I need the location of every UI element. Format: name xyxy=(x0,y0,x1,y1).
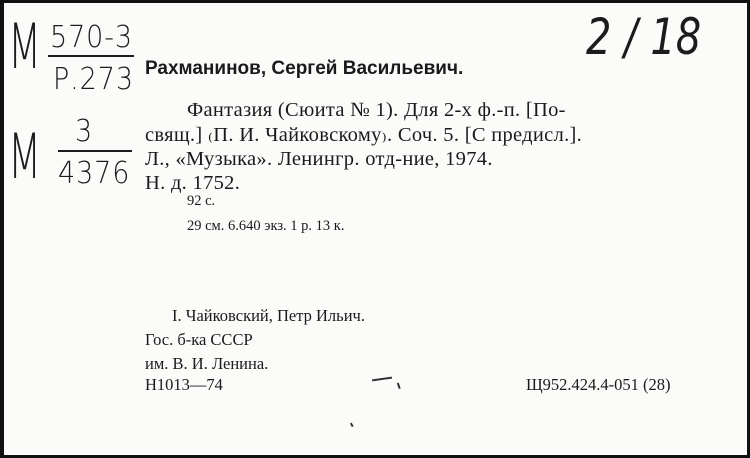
description-line-2: свящ.] ₍П. И. Чайковскому₎. Соч. 5. [С предисл.]. xyxy=(145,124,583,146)
shelf-mark-2-top: 3 xyxy=(75,114,94,149)
shelf-mark-1-top: 570-3 xyxy=(50,20,133,55)
corner-handwritten-number: 2 / 18 xyxy=(586,8,702,66)
pen-stray-dot xyxy=(350,423,353,427)
author-heading: Рахманинов, Сергей Васильевич. xyxy=(145,58,464,79)
card-border-top xyxy=(0,0,750,3)
library-line-1: Гос. б-ка СССР xyxy=(145,330,253,349)
shelf-mark-1-letter: М xyxy=(8,10,42,83)
card-number-right: Щ952.424.4-051 (28) xyxy=(526,375,671,394)
shelf-mark-2-fraction-line xyxy=(58,150,132,152)
pen-stray-mark-2 xyxy=(397,383,400,389)
library-line-2: им. В. И. Ленина. xyxy=(145,354,269,373)
shelf-mark-2-letter: М xyxy=(8,120,42,193)
tracing-line: I. Чайковский, Петр Ильич. xyxy=(172,306,365,325)
card-number-left: Н1013—74 xyxy=(145,375,223,394)
card-border-left xyxy=(0,0,4,458)
pen-stray-mark xyxy=(372,377,392,381)
shelf-mark-2-bottom: 4376 xyxy=(58,156,131,191)
description-line-1: Фантазия (Сюита № 1). Для 2-х ф.-п. [По- xyxy=(187,99,566,121)
description-line-3: Л., «Музыка». Ленингр. отд-ние, 1974. xyxy=(145,148,493,170)
pages-line: 92 с. xyxy=(187,193,216,209)
shelf-mark-1-bottom: Р.273 xyxy=(53,62,134,97)
shelf-mark-1-fraction-line xyxy=(48,55,134,57)
imprint-line: 29 см. 6.640 экз. 1 р. 13 к. xyxy=(187,218,345,234)
description-line-4: Н. д. 1752. xyxy=(145,172,241,194)
